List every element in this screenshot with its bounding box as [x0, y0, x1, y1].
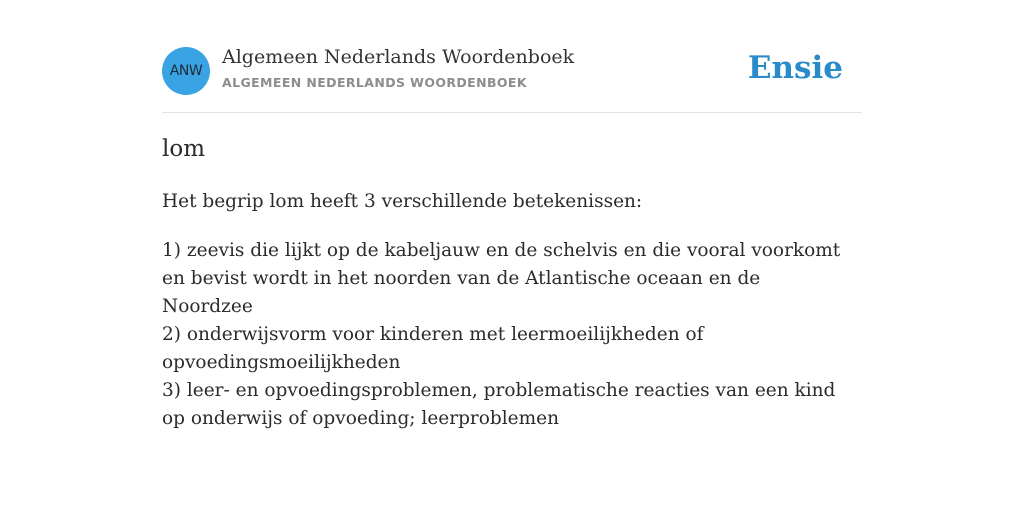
- page: [162, 0, 862, 429]
- source-subtitle: ALGEMEEN NEDERLANDS WOORDENBOEK: [222, 75, 527, 90]
- source-header: [162, 0, 862, 113]
- source-title[interactable]: Algemeen Nederlands Woordenboek: [222, 46, 575, 68]
- definition-item: 2) onderwijsvorm voor kinderen met leermoeilijkheden of opvoedingsmoeilijkheden: [162, 324, 704, 373]
- headword: lom: [162, 136, 206, 162]
- ensie-logo-link[interactable]: Ensie: [747, 50, 843, 86]
- source-avatar[interactable]: ANW: [162, 47, 210, 95]
- definition-item: 3) leer- en opvoedingsproblemen, problematische reacties van een kind op onderwijs of opvoeding; leerproblemen: [162, 380, 836, 429]
- definition-list: [162, 237, 852, 433]
- definition-item: 1) zeevis die lijkt op de kabeljauw en de schelvis en die vooral voorkomt en bevist wordt in het noorden van de Atlantische oceaan en de Noordzee: [162, 240, 841, 317]
- entry-intro: Het begrip lom heeft 3 verschillende betekenissen:: [162, 191, 643, 212]
